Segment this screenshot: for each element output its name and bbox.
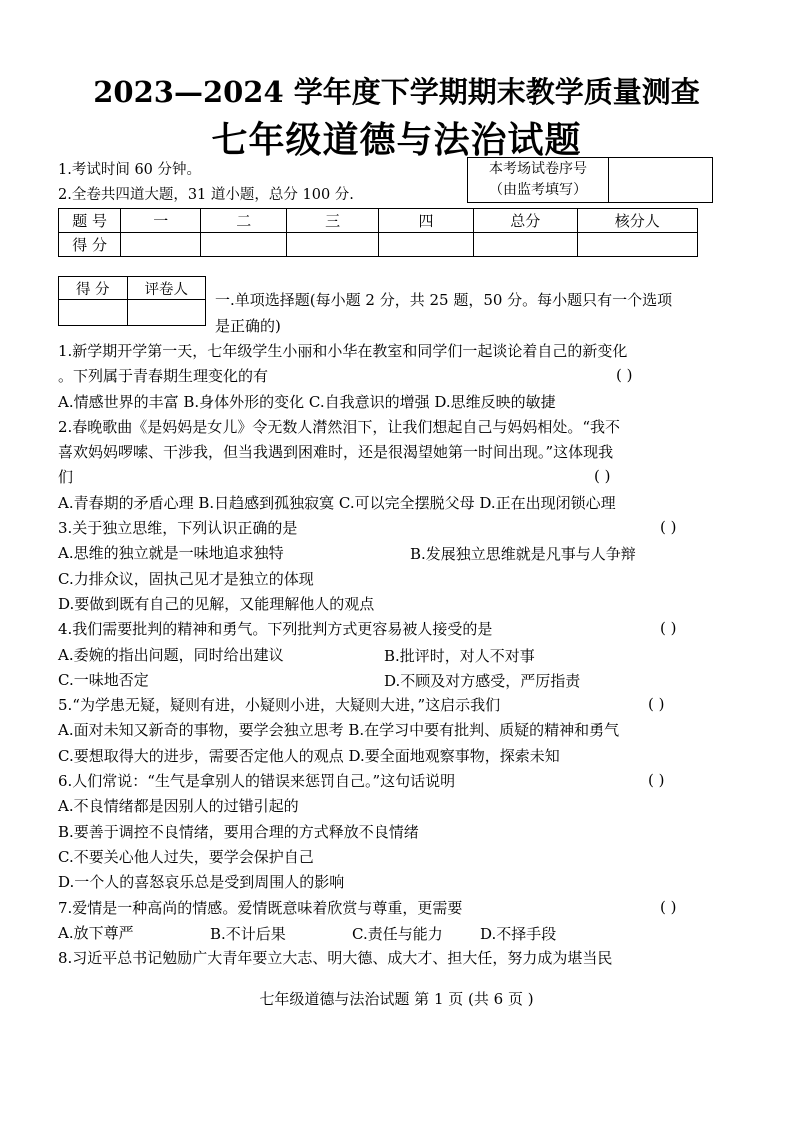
- score-cell[interactable]: [379, 233, 474, 257]
- score-header-cell: 四: [379, 209, 474, 233]
- option-line: B.不计后果: [210, 925, 286, 943]
- grader-score-label: 得 分: [59, 277, 128, 300]
- note-exam-time: 1.考试时间 60 分钟。: [58, 162, 202, 178]
- question-line: 4.我们需要批判的精神和勇气。下列批判方式更容易被人接受的是: [58, 620, 493, 638]
- grader-box: [58, 276, 206, 326]
- question-line: 5.“为学患无疑，疑则有进，小疑则小进，大疑则大进，”这启示我们: [58, 696, 501, 714]
- answer-blank[interactable]: ( ): [660, 898, 677, 916]
- score-header-cell: 核分人: [577, 209, 697, 233]
- section1-heading-cont: 是正确的): [215, 317, 281, 335]
- option-line: C.责任与能力: [352, 925, 443, 943]
- option-line: D.不择手段: [480, 925, 557, 943]
- option-line: B.要善于调控不良情绪，要用合理的方式释放不良情绪: [58, 823, 419, 841]
- grader-name-field[interactable]: [127, 300, 205, 326]
- answer-blank[interactable]: ( ): [648, 695, 665, 713]
- option-line: A.思维的独立就是一味地追求独特: [58, 544, 284, 562]
- option-line: B.批评时，对人不对事: [384, 647, 535, 665]
- section1-heading: 一.单项选择题(每小题 2 分，共 25 题，50 分。每小题只有一个选项: [215, 291, 673, 309]
- option-line: C.要想取得大的进步，需要否定他人的观点 D.要全面地观察事物，探索未知: [58, 747, 560, 765]
- score-header-cell: 总分: [473, 209, 577, 233]
- answer-blank[interactable]: ( ): [594, 467, 611, 485]
- seat-number-label: 本考场试卷序号: [489, 161, 587, 177]
- question-line: 们: [58, 468, 74, 486]
- score-header-cell: 二: [201, 209, 287, 233]
- option-line: D.要做到既有自己的见解，又能理解他人的观点: [58, 595, 375, 613]
- seat-number-box: [467, 157, 713, 203]
- question-line: 7.爱情是一种高尚的情感。爱情既意味着欣赏与尊重，更需要: [58, 899, 463, 917]
- option-line: D.一个人的喜怒哀乐总是受到周围人的影响: [58, 873, 345, 891]
- option-line: B.发展独立思维就是凡事与人争辩: [410, 545, 636, 563]
- grader-name-label: 评卷人: [127, 277, 205, 300]
- question-line: 3.关于独立思维，下列认识正确的是: [58, 519, 298, 537]
- option-line: A.委婉的指出问题，同时给出建议: [58, 646, 284, 664]
- question-line: 6.人们常说：“生气是拿别人的错误来惩罚自己。”这句话说明: [58, 772, 456, 790]
- score-cell[interactable]: [201, 233, 287, 257]
- score-cell[interactable]: [287, 233, 379, 257]
- score-header-cell: 一: [121, 209, 201, 233]
- question-line: 2.春晚歌曲《是妈妈是女儿》令无数人潸然泪下，让我们想起自己与妈妈相处。“我不: [58, 418, 620, 436]
- grader-score-field[interactable]: [59, 300, 128, 326]
- question-line: 8.习近平总书记勉励广大青年要立大志、明大德、成大才、担大任，努力成为堪当民: [58, 949, 613, 967]
- seat-number-field[interactable]: [609, 158, 713, 203]
- question-line: 喜欢妈妈啰嗦、干涉我，但当我遇到困难时，还是很渴望她第一时间出现。”这体现我: [58, 443, 614, 461]
- score-header-cell: 三: [287, 209, 379, 233]
- option-line: C.不要关心他人过失，要学会保护自己: [58, 848, 314, 866]
- option-line: A.情感世界的丰富 B.身体外形的变化 C.自我意识的增强 D.思维反映的敏捷: [58, 393, 556, 411]
- option-line: C.力排众议，固执己见才是独立的体现: [58, 570, 314, 588]
- seat-number-note: （由监考填写）: [489, 182, 587, 198]
- answer-blank[interactable]: ( ): [616, 366, 633, 384]
- score-row-label: 得 分: [59, 233, 121, 257]
- answer-blank[interactable]: ( ): [660, 518, 677, 536]
- score-cell[interactable]: [121, 233, 201, 257]
- question-line: 。下列属于青春期生理变化的有: [58, 367, 269, 385]
- option-line: D.不顾及对方感受，严厉指责: [384, 672, 581, 690]
- score-cell[interactable]: [577, 233, 697, 257]
- score-cell[interactable]: [473, 233, 577, 257]
- answer-blank[interactable]: ( ): [648, 771, 665, 789]
- option-line: A.青春期的矛盾心理 B.日趋感到孤独寂寞 C.可以完全摆脱父母 D.正在出现闭锁心理: [58, 494, 616, 512]
- note-exam-structure: 2.全卷共四道大题，31 道小题，总分 100 分.: [58, 187, 354, 203]
- option-line: A.放下尊严: [58, 924, 134, 942]
- page-footer: 七年级道德与法治试题 第 1 页 (共 6 页 ): [259, 990, 534, 1008]
- score-header-cell: 题 号: [59, 209, 121, 233]
- score-table: [58, 208, 698, 257]
- option-line: A.面对未知又新奇的事物，要学会独立思考 B.在学习中要有批判、质疑的精神和勇气: [58, 721, 620, 739]
- exam-title-line1: 2023—2024 学年度下学期期末教学质量测查: [93, 75, 700, 109]
- answer-blank[interactable]: ( ): [660, 619, 677, 637]
- option-line: A.不良情绪都是因别人的过错引起的: [58, 797, 299, 815]
- question-line: 1.新学期开学第一天，七年级学生小丽和小华在教室和同学们一起谈论着自己的新变化: [58, 342, 628, 360]
- option-line: C.一味地否定: [58, 671, 149, 689]
- exam-title: 七年级道德与法治试题: [211, 119, 582, 161]
